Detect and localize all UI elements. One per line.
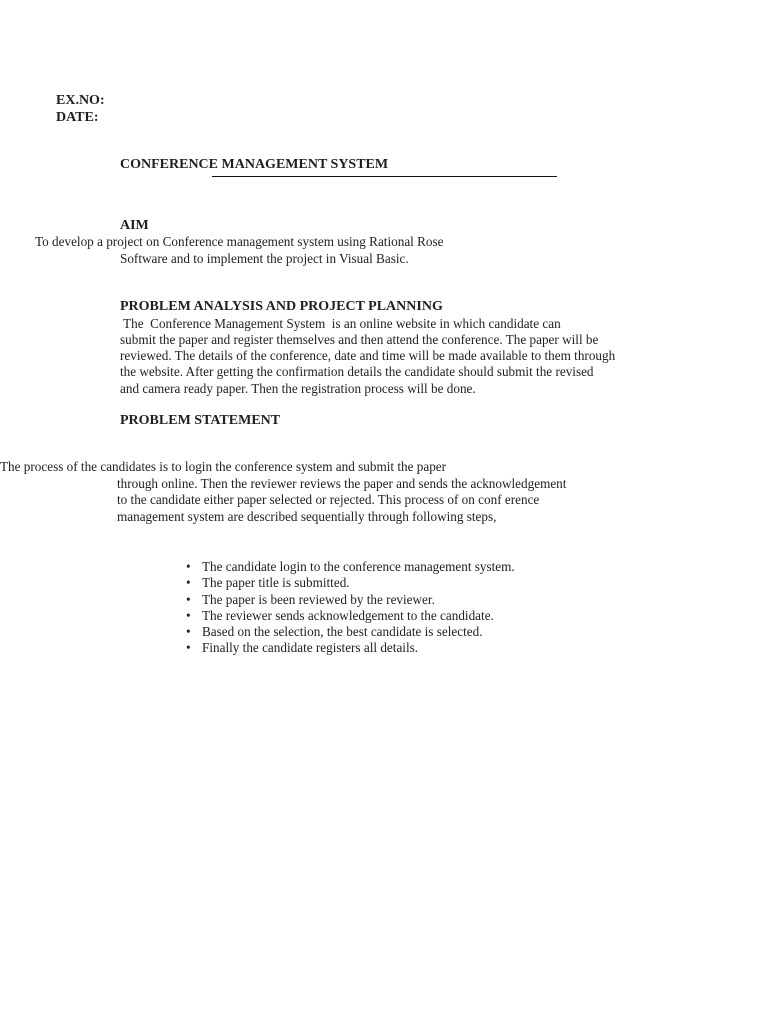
statement-line-3: to the candidate either paper selected or rejected. This process of on conf erence: [117, 492, 540, 507]
planning-line-5: and camera ready paper. Then the registration process will be done.: [120, 381, 476, 396]
list-item: [184, 559, 515, 575]
document-title: CONFERENCE MANAGEMENT SYSTEM: [120, 157, 389, 172]
planning-line-2: submit the paper and register themselves and then attend the conference. The paper will be: [120, 332, 599, 347]
date-label: DATE:: [56, 110, 99, 125]
step-text: The reviewer sends acknowledgement to the candidate.: [202, 607, 494, 623]
aim-line-2: Software and to implement the project in Visual Basic.: [120, 251, 409, 266]
step-text: Finally the candidate registers all details.: [202, 640, 419, 656]
list-item: [184, 624, 515, 640]
list-item: [184, 592, 515, 608]
aim-line-1: To develop a project on Conference management system using Rational Rose: [35, 234, 444, 249]
step-text: The candidate login to the conference management system.: [202, 559, 515, 574]
statement-line-1: The process of the candidates is to login the conference system and submit the paper: [0, 459, 447, 474]
bullet-icon: •: [186, 607, 191, 623]
step-text: The paper is been reviewed by the reviewer.: [202, 591, 435, 607]
step-text: The paper title is submitted.: [202, 575, 350, 591]
list-item: [184, 575, 515, 591]
bullet-icon: •: [186, 640, 191, 656]
planning-line-3: reviewed. The details of the conference, date and time will be made available to them through: [120, 348, 616, 363]
list-item: [184, 608, 515, 624]
statement-heading: PROBLEM STATEMENT: [120, 413, 281, 428]
ex-no-label: EX.NO:: [56, 93, 105, 108]
bullet-icon: •: [186, 624, 191, 640]
step-text: Based on the selection, the best candidate is selected.: [202, 624, 483, 640]
title-underline: [212, 176, 557, 177]
aim-heading: AIM: [120, 218, 149, 233]
planning-line-1: The Conference Management System is an online website in which candidate can: [120, 316, 561, 331]
bullet-icon: •: [186, 575, 191, 591]
planning-heading: PROBLEM ANALYSIS AND PROJECT PLANNING: [120, 299, 443, 314]
steps-list: [184, 559, 515, 657]
list-item: [184, 640, 515, 656]
statement-line-2: through online. Then the reviewer reviews the paper and sends the acknowledgement: [117, 476, 567, 491]
bullet-icon: •: [186, 559, 191, 574]
statement-line-4: management system are described sequentially through following steps,: [117, 509, 497, 524]
bullet-icon: •: [186, 591, 191, 607]
planning-line-4: the website. After getting the confirmation details the candidate should submit the revised: [120, 364, 594, 379]
